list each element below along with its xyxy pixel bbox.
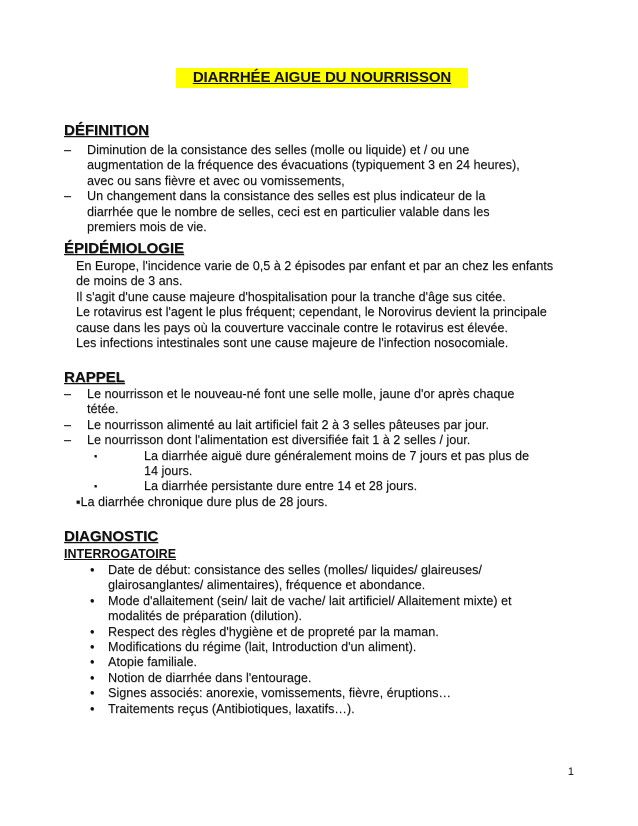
diagnostic-item-text: Atopie familiale.	[108, 655, 197, 670]
rappel-subitem-text: La diarrhée persistante dure entre 14 et 28 jours.	[144, 479, 418, 494]
definition-item	[64, 143, 534, 189]
bullet-icon: •	[90, 593, 95, 608]
rappel-item-text: Le nourrisson et le nouveau-né font une selle molle, jaune d'or après chaque tétée.	[87, 387, 515, 417]
rappel-heading: RAPPEL	[64, 369, 125, 386]
rappel-item-text: Le nourrisson alimenté au lait artificiel fait 2 à 3 selles pâteuses par jour.	[87, 417, 489, 432]
bullet-icon: •	[90, 655, 95, 670]
bullet-icon: •	[90, 624, 95, 639]
definition-item-text: Diminution de la consistance des selles (molle ou liquide) et / ou une augmentation de la fréquence des évacuations (typiquement 3 en 24 heures), avec ou sans fièvre et avec ou vomissements,	[87, 143, 520, 188]
dash-marker: –	[64, 143, 72, 157]
rappel-item	[64, 387, 534, 418]
epidemiology-paragraph: Le rotavirus est l'agent le plus fréquent; cependant, le Norovirus devient la principale cause dans les pays où la couverture vaccinale contre le rotavirus est élevée.	[76, 305, 547, 335]
diagnostic-item	[86, 563, 534, 594]
rappel-item-text: Le nourrisson dont l'alimentation est diversifiée fait 1 à 2 selles / jour.	[87, 433, 471, 448]
epidemiology-heading: ÉPIDÉMIOLOGIE	[64, 240, 185, 257]
epidemiology-text	[76, 259, 560, 351]
definition-item-text: Un changement dans la consistance des selles est plus indicateur de la diarrhée que le nombre de selles, ceci est en particulier valable dans les premiers mois de vie.	[87, 189, 490, 235]
diagnostic-item	[86, 671, 534, 686]
diagnostic-heading: DIAGNOSTIC	[64, 528, 159, 545]
diagnostic-item	[86, 686, 534, 701]
document-title: DIARRHÉE AIGUE DU NOURRISSON	[176, 68, 468, 88]
diagnostic-item-text: Respect des règles d'hygiène et de propreté par la maman.	[108, 624, 439, 639]
bullet-icon: •	[90, 686, 95, 701]
bullet-icon: •	[90, 701, 95, 716]
diagnostic-item	[86, 625, 534, 640]
definition-item	[64, 189, 534, 235]
definition-heading: DÉFINITION	[64, 122, 149, 139]
diagnostic-item-text: Modifications du régime (lait, Introduction d'un aliment).	[108, 640, 417, 655]
rappel-list	[64, 387, 534, 510]
dash-marker: –	[64, 189, 72, 204]
dash-marker: –	[64, 417, 72, 432]
diagnostic-item	[86, 655, 534, 670]
diagnostic-item	[86, 702, 534, 717]
rappel-chronic-note: ▪La diarrhée chronique dure plus de 28 jours.	[76, 494, 328, 509]
bullet-icon: •	[90, 563, 95, 577]
diagnostic-item	[86, 594, 534, 625]
dash-marker: –	[64, 433, 72, 448]
diagnostic-item-text: Traitements reçus (Antibiotiques, laxatifs…).	[108, 701, 355, 716]
epidemiology-paragraph: Les infections intestinales sont une cause majeure de l'infection nosocomiale.	[76, 336, 509, 351]
page-number: 1	[567, 766, 574, 778]
square-bullet-icon: ▪	[94, 481, 98, 492]
rappel-item	[64, 433, 534, 448]
diagnostic-item-text: Mode d'allaitement (sein/ lait de vache/ lait artificiel/ Allaitement mixte) et modalités de préparation (dilution).	[108, 593, 512, 624]
rappel-subitem-text: La diarrhée aiguë dure généralement moins de 7 jours et pas plus de 14 jours.	[144, 448, 530, 479]
square-bullet-icon: ▪	[94, 450, 98, 461]
rappel-subitem	[64, 449, 534, 480]
diagnostic-item-text: Signes associés: anorexie, vomissements, fièvre, éruptions…	[108, 686, 451, 701]
bullet-icon: •	[90, 670, 95, 685]
diagnostic-item	[86, 640, 534, 655]
dash-marker: –	[64, 387, 72, 401]
epidemiology-paragraph: Il s'agit d'une cause majeure d'hospitalisation pour la tranche d'âge sus citée.	[76, 289, 506, 304]
rappel-subitem	[64, 479, 534, 494]
diagnostic-item-text: Date de début: consistance des selles (molles/ liquides/ glaireuses/ glairosanglantes/ alimentaires), fréquence et abondance.	[108, 563, 482, 593]
rappel-item	[64, 418, 534, 433]
interrogatoire-subheading: INTERROGATOIRE	[64, 547, 177, 561]
epidemiology-paragraph: En Europe, l'incidence varie de 0,5 à 2 épisodes par enfant et par an chez les enfants de moins de 3 ans.	[76, 259, 554, 289]
diagnostic-list	[86, 563, 534, 717]
definition-list	[64, 143, 534, 235]
diagnostic-item-text: Notion de diarrhée dans l'entourage.	[108, 670, 312, 685]
bullet-icon: •	[90, 640, 95, 655]
